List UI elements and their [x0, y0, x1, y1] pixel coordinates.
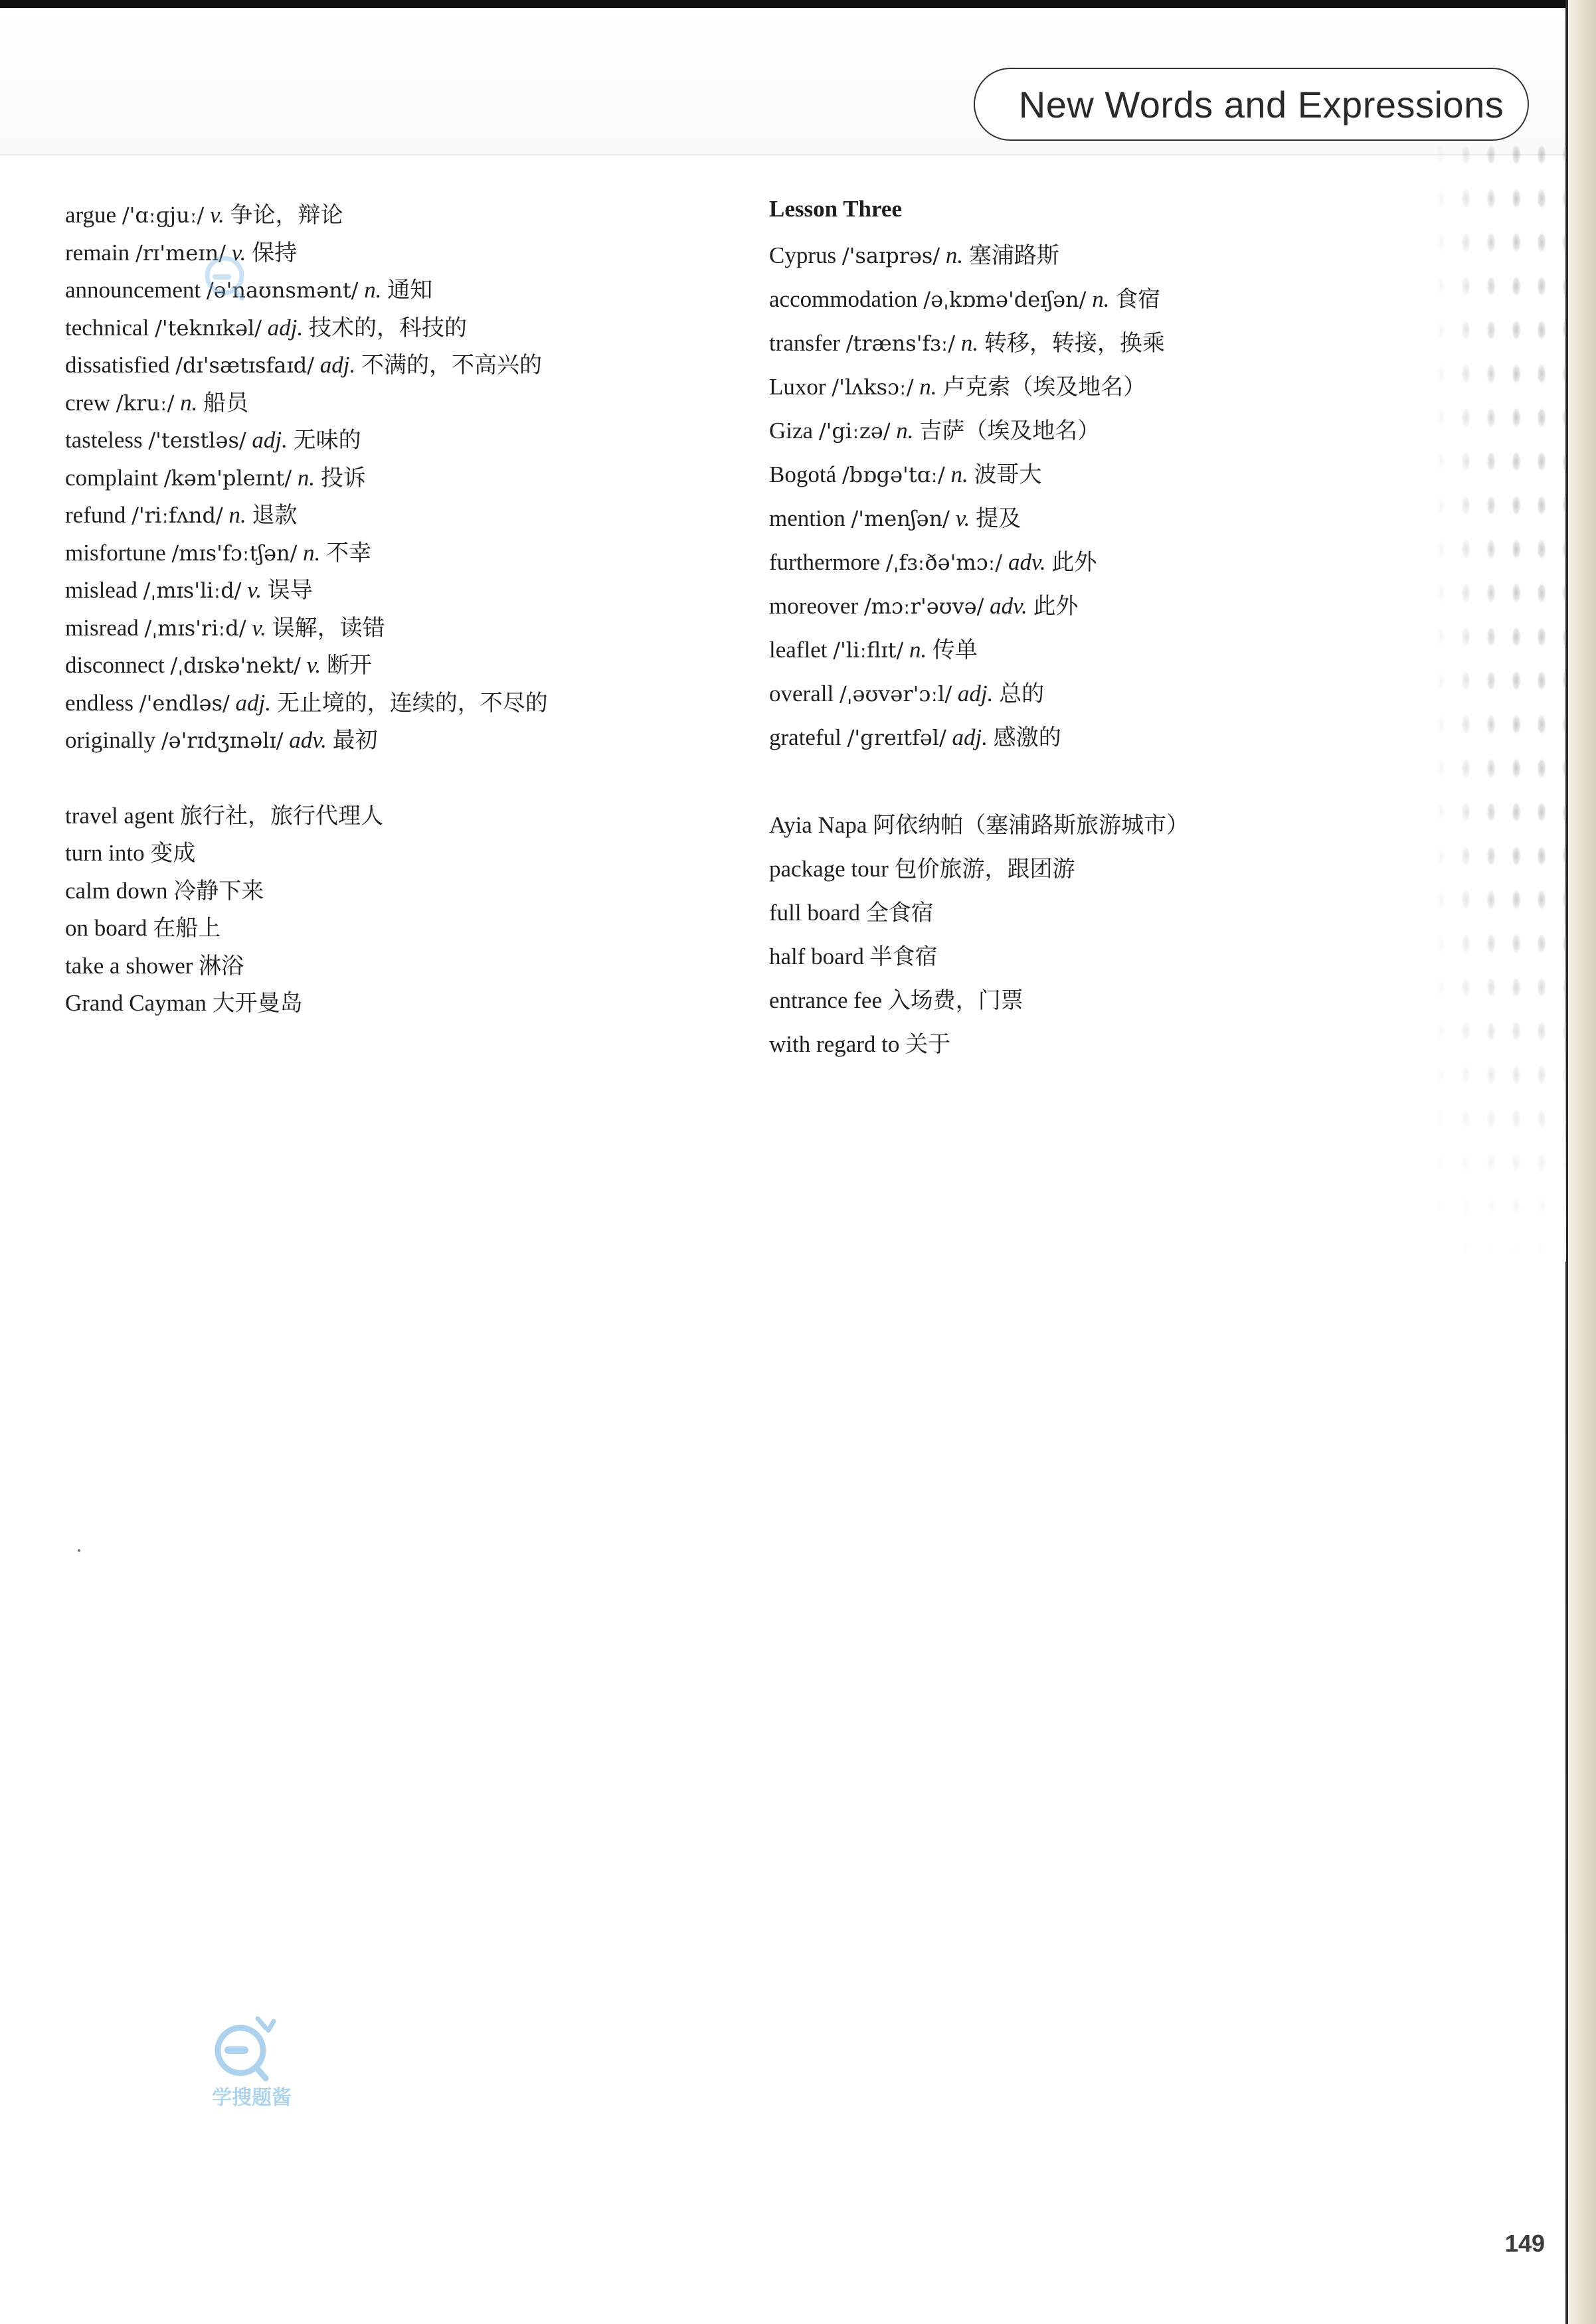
vocab-entry: disconnect /ˌdɪskə'nekt/ v. 断开: [65, 652, 373, 679]
spacer: [769, 760, 1433, 803]
vocab-entry: announcement /ə'naʊnsmənt/ n. 通知: [65, 277, 433, 303]
phrase-entry: entrance fee 入场费，门票: [769, 987, 1023, 1014]
section-title-badge: [974, 68, 1529, 141]
vocab-entry: misread /ˌmɪs'riːd/ v. 误解，读错: [65, 614, 385, 641]
vocab-entry: accommodation /əˌkɒmə'deɪʃən/ n. 食宿: [769, 286, 1161, 313]
vocab-entry: technical /'teknɪkəl/ adj. 技术的，科技的: [65, 314, 467, 341]
vocab-entry: dissatisfied /dɪ'sætɪsfaɪd/ adj. 不满的，不高兴的: [65, 352, 542, 378]
vocab-entry: Cyprus /'saɪprəs/ n. 塞浦路斯: [769, 242, 1059, 269]
vocab-entry: transfer /træns'fɜː/ n. 转移，转接，换乘: [769, 330, 1165, 357]
phrase-entry: Grand Cayman 大开曼岛: [65, 990, 303, 1017]
mascot-icon: [199, 2012, 299, 2085]
vocab-entry: mislead /ˌmɪs'liːd/ v. 误导: [65, 577, 313, 604]
section-title: New Words and Expressions: [1018, 83, 1504, 125]
phrase-entry: Ayia Napa 阿依纳帕（塞浦路斯旅游城市）: [769, 812, 1190, 839]
header-divider: [0, 154, 1566, 155]
vocab-entry: misfortune /mɪs'fɔːtʃən/ n. 不幸: [65, 539, 372, 566]
phrase-entry: with regard to 关于: [769, 1031, 951, 1058]
phrase-entry: turn into 变成: [65, 840, 196, 867]
vocab-entry: crew /kruː/ n. 船员: [65, 389, 249, 416]
scan-top-edge: [0, 0, 1596, 8]
page-number: 149: [1504, 2230, 1545, 2257]
phrase-entry: full board 全食宿: [769, 900, 934, 926]
vocab-entry: remain /rɪ'meɪn/ v. 保持: [65, 239, 298, 266]
watermark-logo: [199, 2012, 299, 2138]
phrase-entry: on board 在船上: [65, 915, 221, 942]
vocab-entry: argue /'ɑːɡjuː/ v. 争论，辩论: [65, 202, 343, 228]
vocab-entry: originally /ə'rɪdʒɪnəlɪ/ adv. 最初: [65, 727, 378, 754]
vocab-entry: furthermore /ˌfɜːðə'mɔː/ adv. 此外: [769, 549, 1097, 576]
left-column: [65, 197, 729, 1023]
lesson-heading: Lesson Three: [769, 196, 902, 222]
phrase-entry: half board 半食宿: [769, 944, 938, 970]
phrase-entry: package tour 包价旅游，跟团游: [769, 856, 1075, 882]
phrase-entry: travel agent 旅行社，旅行代理人: [65, 802, 383, 829]
watermark-logo-small: [199, 249, 252, 309]
watermark-label: 学搜题酱: [212, 2086, 292, 2110]
vocab-entry: grateful /'greɪtfəl/ adj. 感激的: [769, 724, 1061, 751]
scan-speck: [78, 1549, 80, 1552]
spacer: [65, 760, 729, 797]
vocab-entry: Giza /'giːzə/ n. 吉萨（埃及地名）: [769, 418, 1101, 444]
phrase-entry: calm down 冷静下来: [65, 877, 264, 904]
vocab-entry: mention /'menʃən/ v. 提及: [769, 505, 1021, 532]
vocab-entry: Bogotá /bɒgə'tɑː/ n. 波哥大: [769, 461, 1042, 488]
vocab-entry: refund /'riːfʌnd/ n. 退款: [65, 502, 298, 529]
scan-right-edge: [1568, 0, 1596, 2324]
vocab-entry: complaint /kəm'pleɪnt/ n. 投诉: [65, 464, 366, 491]
decorative-fade: [1428, 133, 1566, 1262]
vocab-entry: moreover /mɔːr'əʊvə/ adv. 此外: [769, 593, 1079, 620]
phrase-entry: take a shower 淋浴: [65, 952, 244, 979]
vocab-entry: Luxor /'lʌksɔː/ n. 卢克索（埃及地名）: [769, 374, 1146, 400]
vocab-entry: endless /'endləs/ adj. 无止境的，连续的，不尽的: [65, 689, 548, 716]
vocab-entry: leaflet /'liːflɪt/ n. 传单: [769, 637, 978, 663]
vocab-entry: overall /ˌəʊvər'ɔːl/ adj. 总的: [769, 681, 1045, 707]
vocab-entry: tasteless /'teɪstləs/ adj. 无味的: [65, 427, 361, 454]
right-column: [769, 191, 1433, 1066]
mascot-icon: [199, 249, 252, 309]
